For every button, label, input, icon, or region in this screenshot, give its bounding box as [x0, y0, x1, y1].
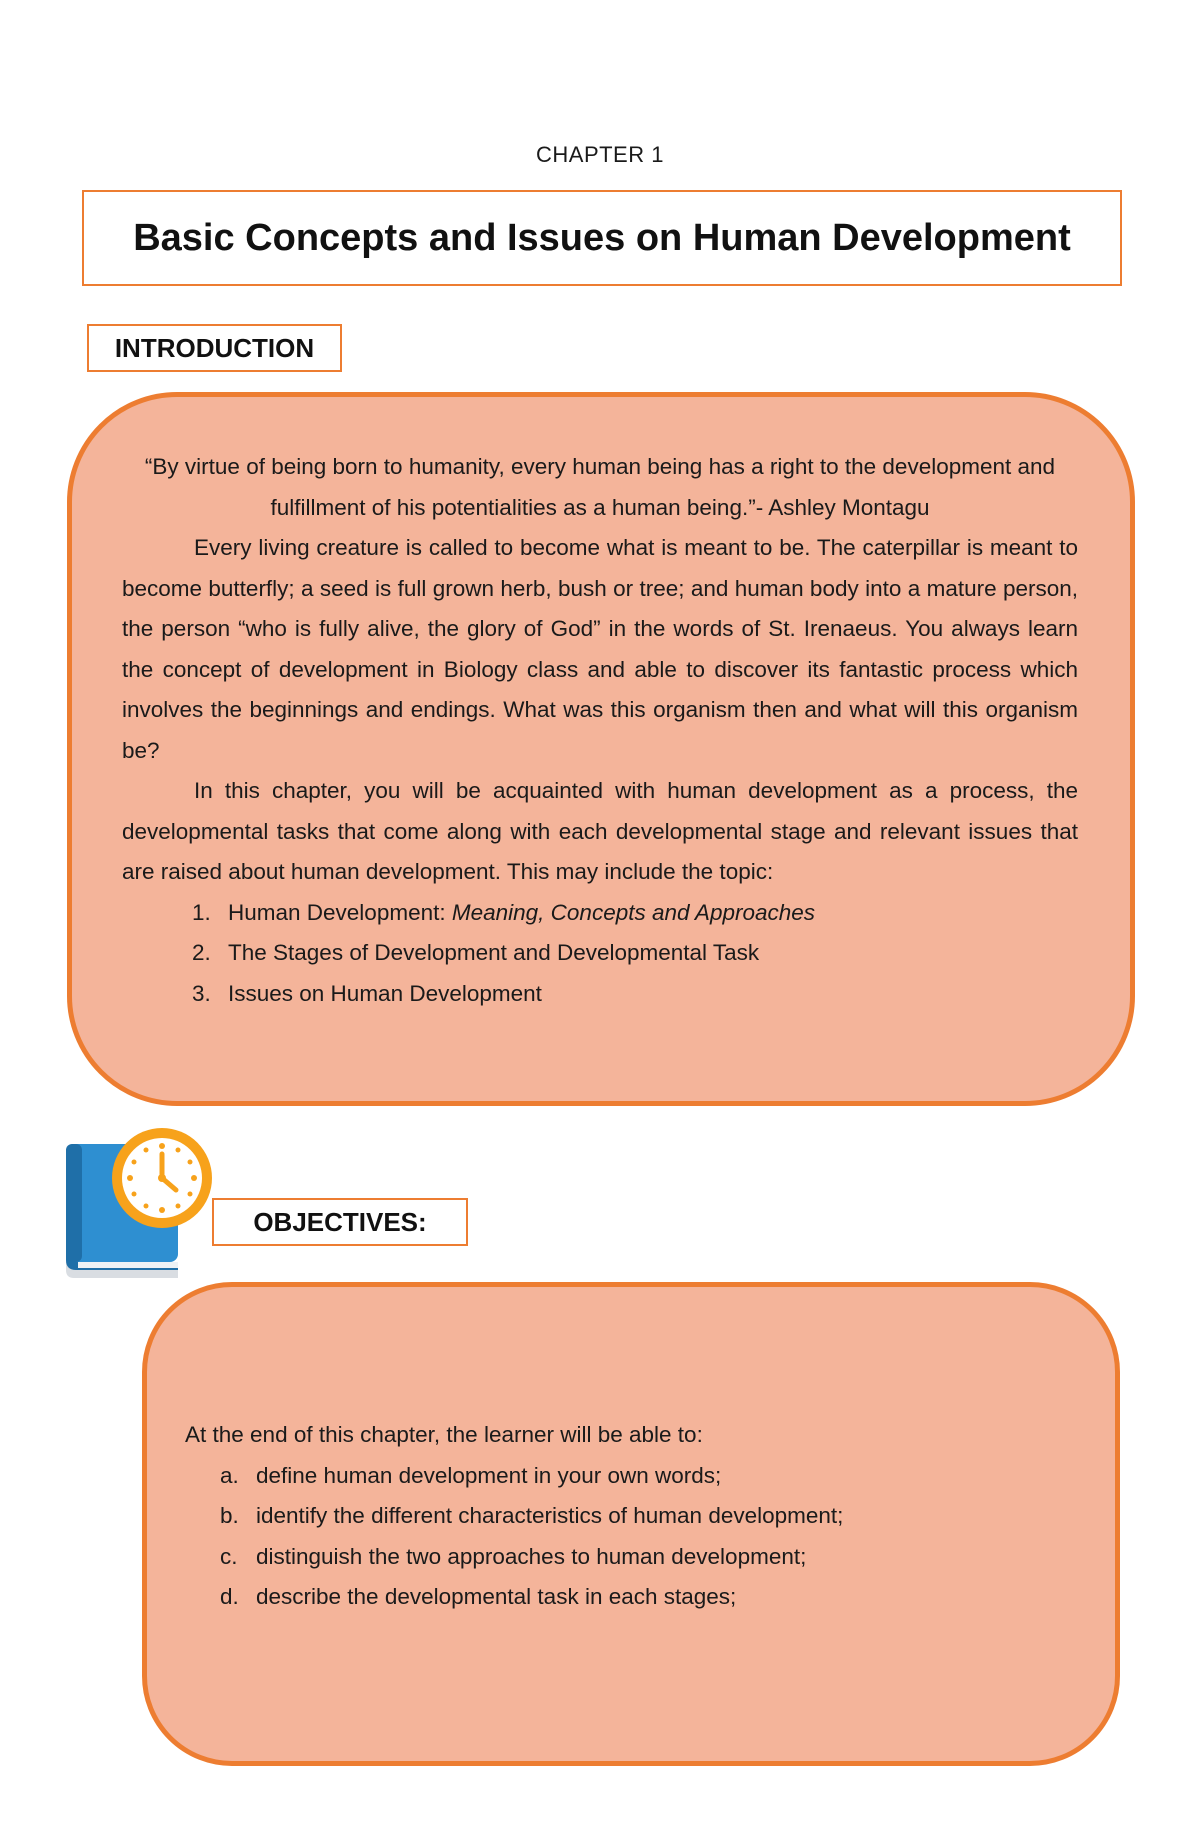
intro-quote: “By virtue of being born to humanity, every human being has a right to the development and fulfillment of his potentialities as a human being.”- Ashley Montagu [144, 454, 1056, 520]
title-box [82, 190, 1122, 286]
list-item [185, 1537, 1065, 1578]
list-letter: b. [220, 1503, 239, 1528]
objective-text: identify the different characteristics of human development; [256, 1503, 844, 1528]
objective-text: define human development in your own words; [256, 1462, 722, 1488]
topic-list [122, 893, 1078, 1015]
list-item [122, 893, 1078, 934]
objective-text: distinguish the two approaches to human development; [256, 1543, 807, 1569]
list-number: 1. [192, 899, 211, 925]
page-title: Basic Concepts and Issues on Human Development [133, 216, 1071, 259]
intro-paragraph-1: Every living creature is called to become what is meant to be. The caterpillar is meant to become butterfly; a seed is full grown herb, bush or tree; and human body into a mature person, the person “who is fully alive, the glory of God” in the words of St. Irenaeus. You always learn the concept of development in Biology class and able to discover its fantastic process which involves the beginnings and endings. What was this organism then and what will this organism be? [122, 535, 1078, 763]
book-clock-icon [60, 1122, 225, 1282]
list-letter: d. [220, 1584, 239, 1609]
list-item [122, 974, 1078, 1015]
topic-emphasis: Meaning, Concepts and Approaches [451, 899, 816, 925]
topic-text: Issues on Human Development [228, 980, 542, 1006]
list-item [185, 1577, 1065, 1618]
list-item [185, 1456, 1065, 1497]
introduction-card [67, 392, 1135, 1106]
objectives-heading: OBJECTIVES: [212, 1198, 468, 1246]
list-item [122, 933, 1078, 974]
intro-paragraph-2: In this chapter, you will be acquainted with human development as a process, the developmental tasks that come along with each developmental stage and relevant issues that are raised about human development. This may include the topic: [122, 778, 1078, 884]
topic-text: Human Development: [228, 899, 452, 925]
chapter-label: CHAPTER 1 [536, 142, 664, 167]
list-letter: c. [220, 1543, 238, 1569]
objective-text: describe the developmental task in each stages; [256, 1584, 737, 1609]
list-item [185, 1496, 1065, 1537]
objectives-intro: At the end of this chapter, the learner will be able to: [185, 1422, 703, 1447]
objectives-card [142, 1282, 1120, 1766]
objectives-list [185, 1456, 1065, 1618]
introduction-heading: INTRODUCTION [87, 324, 342, 372]
topic-text: The Stages of Development and Developmental Task [228, 940, 760, 965]
list-letter: a. [220, 1462, 239, 1488]
list-number: 2. [192, 940, 211, 965]
list-number: 3. [192, 980, 211, 1006]
